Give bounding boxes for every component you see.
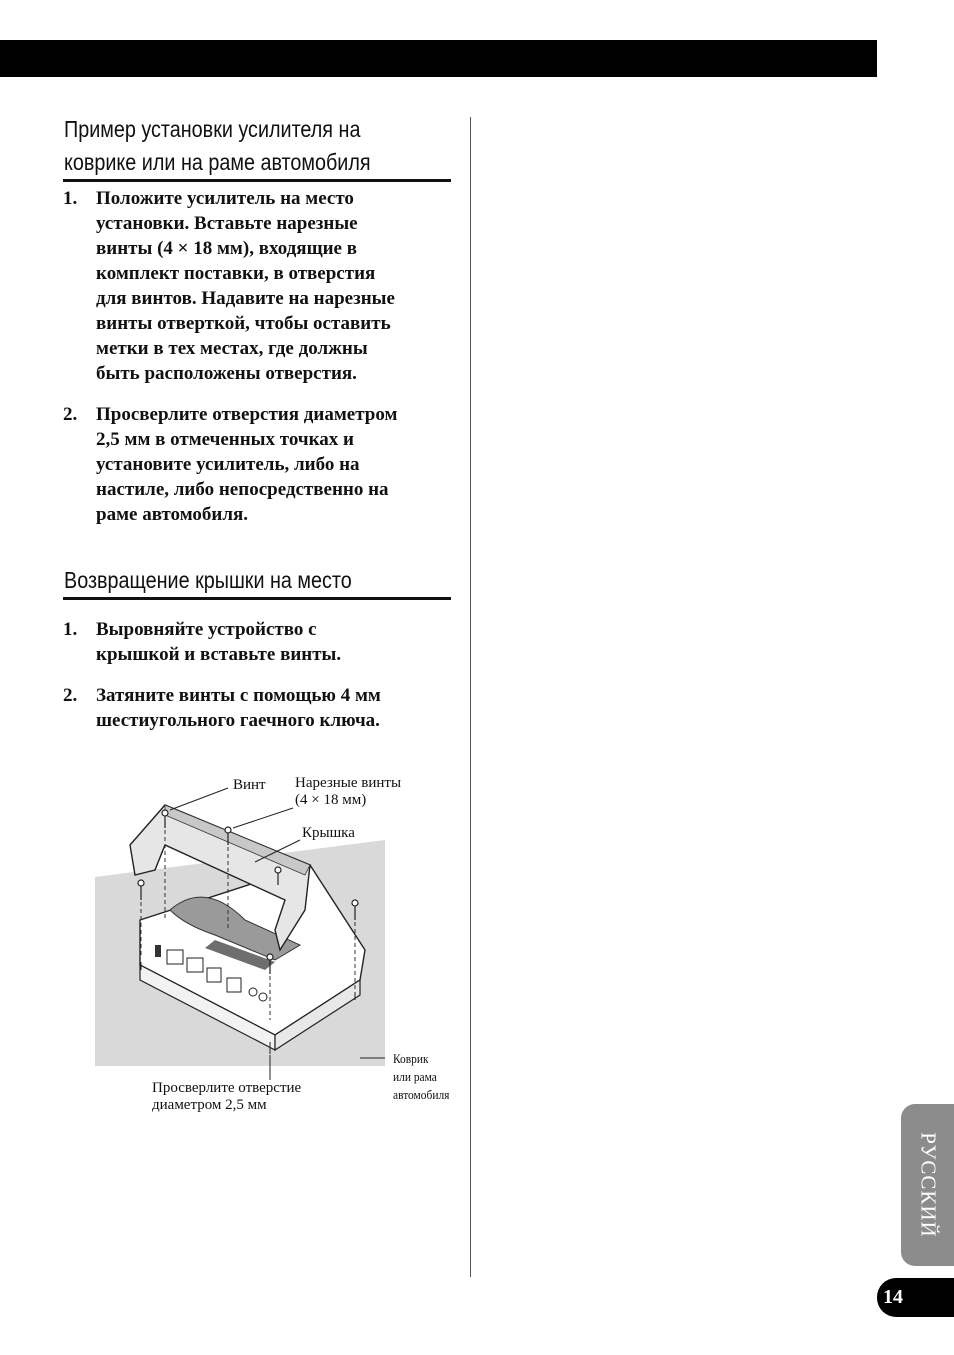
label-screw: Винт (233, 777, 266, 793)
column-divider (470, 117, 471, 1277)
step-number: 2. (63, 404, 78, 425)
language-tab (901, 1104, 954, 1266)
step-line: крышкой и вставьте винты. (96, 644, 342, 665)
language-label: РУССКИЙ (916, 1132, 940, 1238)
rca-jack (249, 988, 257, 996)
step-line: настиле, либо непосредственно на (96, 479, 389, 500)
label-cover: Крышка (302, 825, 355, 841)
step-text (96, 186, 453, 386)
terminal-block (207, 968, 221, 982)
step-number: 1. (63, 619, 78, 640)
terminal-block (227, 978, 241, 992)
step-line: Выровняйте устройство с (96, 619, 317, 640)
step-line: комплект поставки, в отверстия (96, 263, 376, 284)
label-line: Просверлите отверстие (152, 1080, 302, 1096)
step-line: шестиугольного гаечного ключа. (96, 710, 380, 731)
section-title-cover (64, 564, 397, 597)
mounting-step-2 (63, 402, 453, 527)
label-mat-or-frame (393, 1050, 449, 1104)
cover-step-2 (63, 683, 453, 733)
label-line: или рама (393, 1069, 437, 1084)
mounting-step-1 (63, 186, 453, 386)
step-line: Просверлите отверстия диаметром (96, 404, 398, 425)
step-line: быть расположены отверстия. (96, 363, 357, 384)
step-line: винты отверткой, чтобы оставить (96, 313, 391, 334)
page-number-tab (877, 1278, 954, 1317)
terminal-block (187, 958, 203, 972)
step-line: установки. Вставьте нарезные (96, 213, 358, 234)
step-text (96, 402, 453, 527)
step-text (96, 683, 453, 733)
step-text (96, 617, 453, 667)
rca-jack (259, 993, 267, 1001)
label-drill-hole (152, 1080, 301, 1114)
section-title-line: коврике или на раме автомобиля (64, 149, 371, 175)
label-line: диаметром 2,5 мм (152, 1097, 267, 1113)
section-title-mounting (64, 113, 397, 179)
terminal (155, 945, 161, 957)
section-title-rule (63, 179, 451, 182)
section-title-rule (63, 597, 451, 600)
label-line: (4 × 18 мм) (295, 792, 367, 808)
header-bar (0, 40, 877, 77)
label-line: Нарезные винты (295, 775, 402, 791)
page-number: 14 (883, 1286, 903, 1308)
installation-figure (95, 770, 470, 1120)
section-title-line: Возвращение крышки на место (64, 567, 352, 593)
step-line: установите усилитель, либо на (96, 454, 360, 475)
step-line: винты (4 × 18 мм), входящие в (96, 238, 357, 259)
cover-step-1 (63, 617, 453, 667)
step-number: 1. (63, 188, 78, 209)
step-line: раме автомобиля. (96, 504, 249, 525)
label-line: автомобиля (393, 1087, 450, 1102)
label-tapping-screws (295, 775, 401, 809)
section-title-line: Пример установки усилителя на (64, 116, 361, 142)
step-line: для винтов. Надавите на нарезные (96, 288, 395, 309)
terminal-block (167, 950, 183, 964)
step-line: Затяните винты с помощью 4 мм (96, 685, 381, 706)
label-line: Коврик (393, 1051, 429, 1066)
step-line: метки в тех местах, где должны (96, 338, 368, 359)
step-number: 2. (63, 685, 78, 706)
step-line: Положите усилитель на место (96, 188, 354, 209)
step-line: 2,5 мм в отмеченных точках и (96, 429, 354, 450)
